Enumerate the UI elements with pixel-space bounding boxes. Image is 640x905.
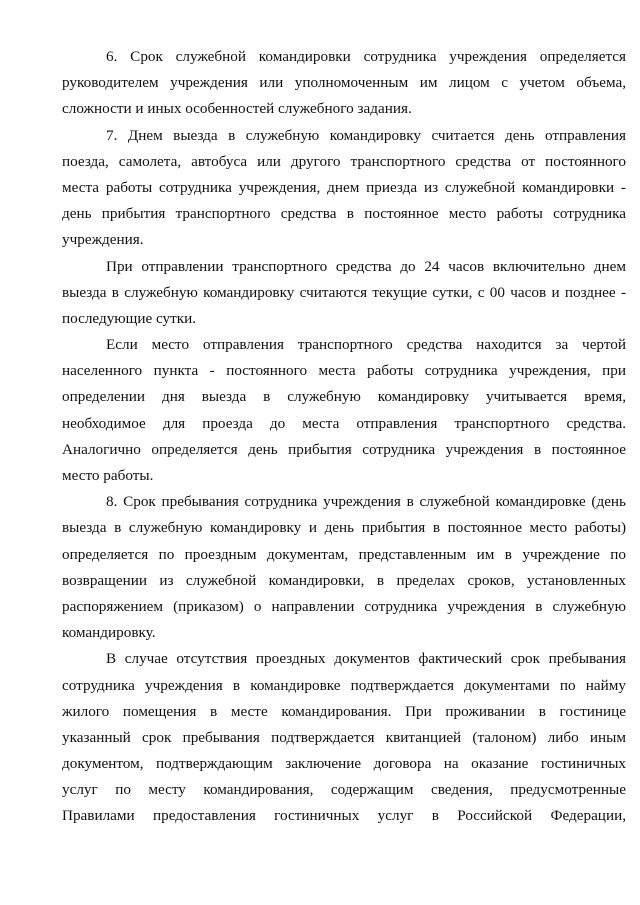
paragraph-6-duration: [62, 44, 626, 123]
text-line: Аналогично определяется день прибытия сотрудника учреждения в постоянное: [62, 440, 626, 458]
text-line: необходимое для проезда до места отправления транспортного средства.: [62, 414, 626, 432]
text-line: 8. Срок пребывания сотрудника учреждения в служебной командировке (день: [106, 493, 626, 511]
text-line: 6. Срок служебной командировки сотрудника учреждения определяется: [106, 48, 626, 65]
paragraph-8-stay-period: [62, 489, 626, 646]
text-line: 7. Днем выезда в служебную командировку считается день отправления: [106, 126, 626, 144]
text-line: населенного пункта - постоянного места работы сотрудника учреждения, при: [62, 362, 626, 380]
text-line: Правилами предоставления гостиничных услуг в Российской Федерации,: [62, 807, 626, 825]
text-line: место работы.: [62, 467, 154, 484]
text-line: командировку.: [62, 624, 156, 642]
text-line: определяется по проездным документам, представленным им в учреждение по: [62, 545, 626, 563]
text-line: день прибытия транспортного средства в постоянное место работы сотрудника: [62, 205, 626, 223]
text-line: места работы сотрудника учреждения, днем приезда из служебной командировки -: [62, 178, 626, 196]
text-line: последующие сутки.: [62, 309, 197, 327]
text-line: поезда, самолета, автобуса или другого транспортного средства от постоянного: [62, 152, 626, 170]
text-line: возвращении из служебной командировки, в пределах сроков, установленных: [62, 571, 626, 589]
text-line: В случае отсутствия проездных документов фактический срок пребывания: [106, 650, 626, 668]
paragraph-missing-documents: [62, 646, 626, 829]
document-body: [62, 44, 626, 830]
text-line: выезда в служебную командировку и день прибытия в постоянное место работы): [62, 519, 626, 537]
text-line: руководителем учреждения или уполномоченным им лицом с учетом объема,: [62, 74, 626, 92]
paragraph-outside-locality: [62, 332, 626, 489]
text-line: жилого помещения в месте командирования. При проживании в гостинице: [62, 702, 626, 720]
text-line: сложности и иных особенностей служебного задания.: [62, 100, 412, 118]
text-line: услуг по месту командирования, содержащим сведения, предусмотренные: [62, 781, 626, 799]
text-line: Если место отправления транспортного средства находится за чертой: [106, 336, 626, 354]
text-line: При отправлении транспортного средства до 24 часов включительно днем: [106, 257, 626, 275]
text-line: определении дня выезда в служебную командировку учитывается время,: [62, 388, 626, 406]
text-line: документом, подтверждающим заключение договора на оказание гостиничных: [62, 755, 626, 773]
text-line: выезда в служебную командировку считаются текущие сутки, с 00 часов и позднее -: [62, 283, 626, 301]
text-line: сотрудника учреждения в командировке подтверждается документами по найму: [62, 676, 626, 694]
text-line: учреждения.: [62, 231, 144, 249]
text-line: распоряжением (приказом) о направлении сотрудника учреждения в служебную: [62, 597, 626, 615]
text-line: указанный срок пребывания подтверждается квитанцией (талоном) либо иным: [62, 728, 626, 746]
paragraph-7-departure-day: [62, 123, 626, 254]
paragraph-departure-time: [62, 254, 626, 333]
